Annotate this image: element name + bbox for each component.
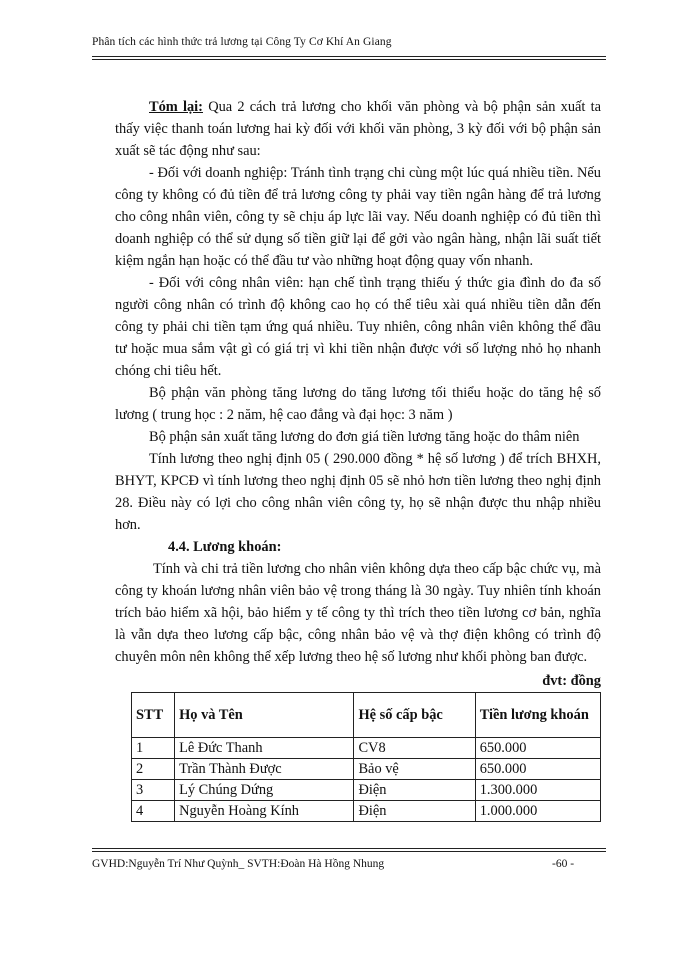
salary-table (131, 692, 601, 822)
business-paragraph: - Đối với doanh nghiệp: Tránh tình trạng chi cùng một lúc quá nhiều tiền. Nếu công ty không có đủ tiền để trả lương công ty phải vay tiền ngân hàng để trả lương cho công nhân viên, công ty sẽ chịu áp lực lãi vay. Nếu doanh nghiệp có đủ tiền thì doanh nghiệp có thể sử dụng số tiền giữ lại để gởi vào ngân hàng, nhận lãi suất tiết kiệm ngắn hạn hoặc có thể đầu tư vào những hoạt động quay vốn nhanh. (115, 165, 601, 269)
col-header-salary: Tiền lương khoán (475, 693, 600, 738)
cell-grade: Điện (354, 801, 475, 822)
section-body: Tính và chi trả tiền lương cho nhân viên không dựa theo cấp bậc chức vụ, mà công ty khoán lương nhân viên bảo vệ trong tháng là 30 ngày. Tuy nhiên tính khoán trích bảo hiểm xã hội, bảo hiểm y tế công ty thì trích theo tiền lương cơ bản, nghĩa là vẫn dựa theo lương cấp bậc, công nhân bảo vệ và thợ điện không có trình độ chuyên môn nên không thể xếp lương theo hệ số lương như khối phòng ban được. (115, 561, 601, 665)
cell-stt: 2 (132, 759, 175, 780)
cell-stt: 4 (132, 801, 175, 822)
table-row (132, 738, 601, 759)
cell-salary: 650.000 (475, 738, 600, 759)
col-header-grade: Hệ số cấp bậc (354, 693, 475, 738)
employees-paragraph: - Đối với công nhân viên: hạn chế tình trạng thiếu ý thức gia đình do đa số người công nhân có trình độ không cao họ có thể tiêu xài quá nhiều tiền dẫn đến công ty phải chi tiền tạm ứng quá nhiều. Tuy nhiên, công nhân viên không thể đầu tư hoặc mua sắm vật gì có giá trị vì khi tiền nhận được với số lượng nhỏ họ nhanh chóng chi tiêu hết. (115, 275, 601, 379)
cell-name: Nguyễn Hoàng Kính (175, 801, 354, 822)
page-number: -60 - (552, 858, 575, 870)
cell-salary: 650.000 (475, 759, 600, 780)
cell-salary: 1.000.000 (475, 801, 600, 822)
cell-grade: Điện (354, 780, 475, 801)
cell-stt: 3 (132, 780, 175, 801)
table-row (132, 780, 601, 801)
section-heading: 4.4. Lương khoán: (168, 539, 282, 555)
cell-salary: 1.300.000 (475, 780, 600, 801)
table-row (132, 801, 601, 822)
unit-label: đvt: đồng (542, 673, 601, 689)
cell-grade: CV8 (354, 738, 475, 759)
col-header-stt: STT (132, 693, 175, 738)
footer-divider (92, 848, 606, 852)
office-raise-paragraph: Bộ phận văn phòng tăng lương do tăng lương tối thiểu hoặc do tăng hệ số lương ( trung học : 2 năm, hệ cao đẳng và đại học: 3 năm ) (115, 385, 601, 423)
table-row (132, 759, 601, 780)
page-header-title: Phân tích các hình thức trả lương tại Công Ty Cơ Khí An Giang (92, 36, 392, 48)
cell-name: Lý Chúng Dứng (175, 780, 354, 801)
production-raise-paragraph: Bộ phận sản xuất tăng lương do đơn giá tiền lương tăng hoặc do thâm niên (149, 429, 580, 445)
header-divider (92, 56, 606, 60)
cell-stt: 1 (132, 738, 175, 759)
cell-name: Trần Thành Được (175, 759, 354, 780)
summary-label: Tóm lại: (149, 99, 203, 115)
footer-authors: GVHD:Nguyễn Trí Như Quỳnh_ SVTH:Đoàn Hà Hồng Nhung (92, 858, 385, 870)
decree-paragraph: Tính lương theo nghị định 05 ( 290.000 đồng * hệ số lương ) để trích BHXH, BHYT, KPCĐ vì tính lương theo nghị định 05 sẽ nhỏ hơn tiền lương theo nghị định 28. Điều này có lợi cho công nhân viên công ty, họ sẽ nhận được thu nhập nhiều hơn. (115, 451, 601, 533)
cell-name: Lê Đức Thanh (175, 738, 354, 759)
page-content (115, 96, 601, 822)
cell-grade: Bảo vệ (354, 759, 475, 780)
summary-paragraph (115, 96, 601, 162)
col-header-name: Họ và Tên (175, 693, 354, 738)
table-header-row (132, 693, 601, 738)
summary-intro: Qua 2 cách trả lương cho khối văn phòng và bộ phận sản xuất ta thấy việc thanh toán lương hai kỳ đối với khối văn phòng, 3 kỳ đối với bộ phận sản xuất sẽ tác động như sau: (115, 99, 601, 159)
